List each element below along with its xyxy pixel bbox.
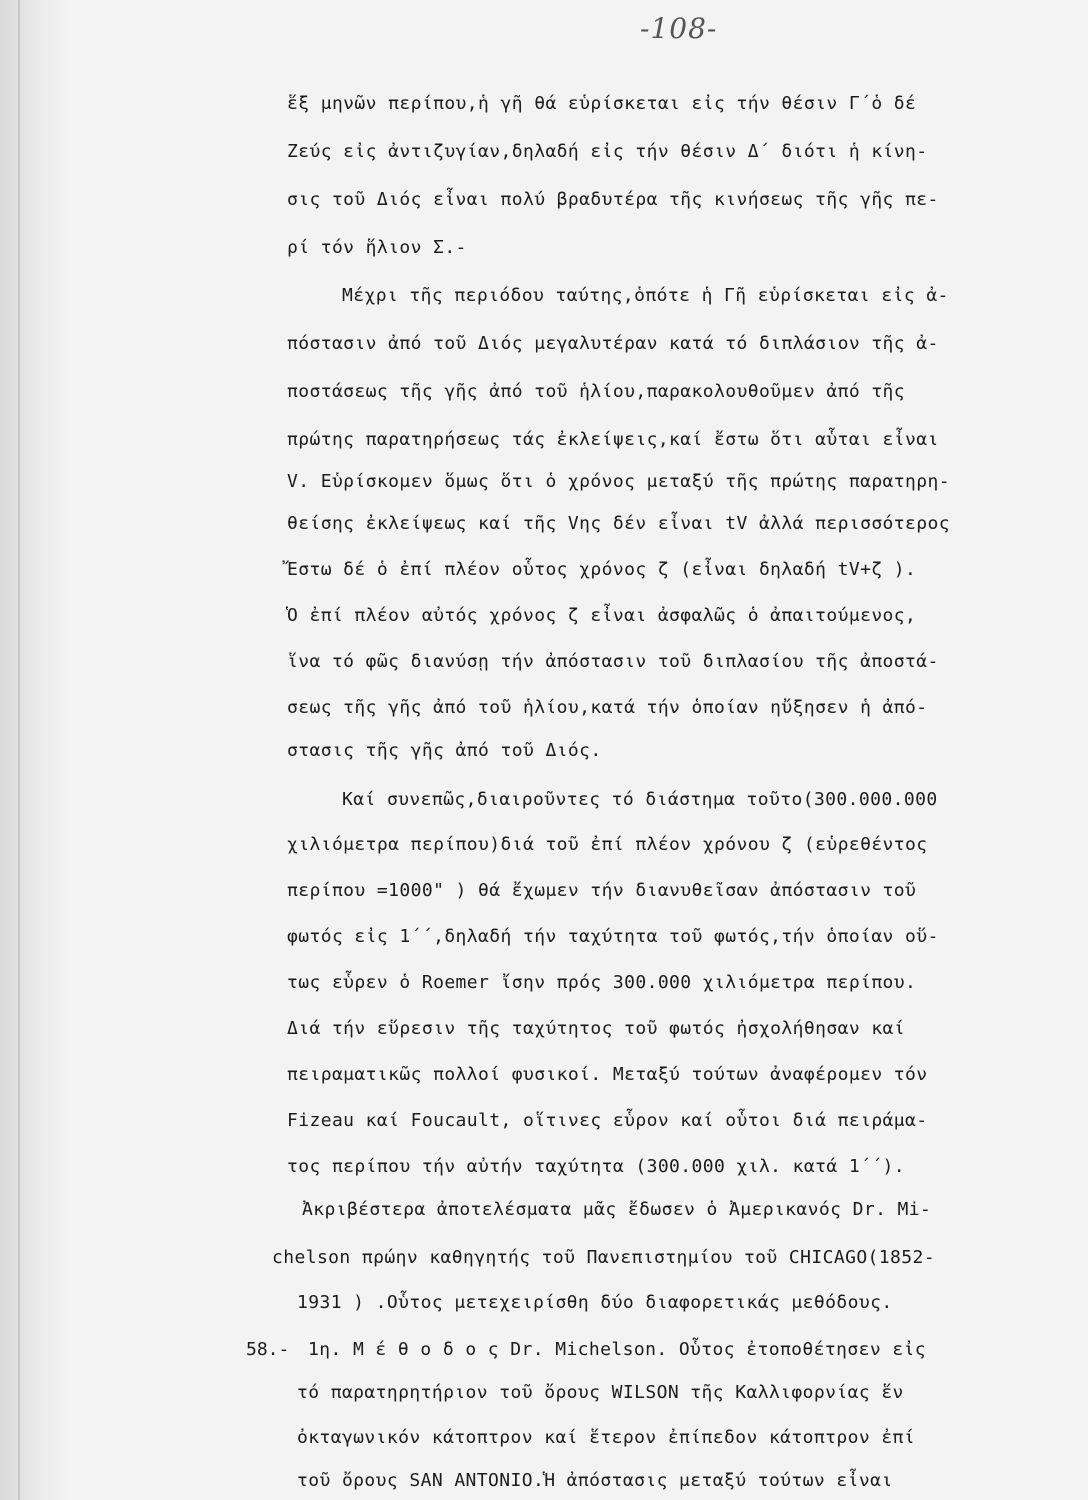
text-line: περίπου =1000" ) θά ἔχωμεν τήν διανυθεῖσαν ἀπόστασιν τοῦ bbox=[287, 880, 917, 901]
text-line: V. Εὑρίσκομεν ὅμως ὅτι ὁ χρόνος μεταξύ τῆς πρώτης παρατηρη- bbox=[287, 471, 950, 492]
text-line: τοῦ ὄρους SAN ANTONIO.Ἡ ἀπόστασις μεταξύ τούτων εἶναι bbox=[297, 1470, 893, 1491]
text-line: πρώτης παρατηρήσεως τάς ἐκλείψεις,καί ἔστω ὅτι αὗται εἶναι bbox=[287, 429, 939, 450]
page-number: -108- bbox=[640, 12, 718, 45]
text-line: Διά τήν εὕρεσιν τῆς ταχύτητος τοῦ φωτός ἠσχολήθησαν καί bbox=[287, 1018, 906, 1039]
text-line: 1931 ) .Οὗτος μετεχειρίσθη δύο διαφορετικάς μεθόδους. bbox=[297, 1292, 893, 1313]
text-line: Fizeau καί Foucault, οἵτινες εὗρον καί οὗτοι διά πειράμα- bbox=[287, 1110, 928, 1131]
text-line: ποστάσεως τῆς γῆς ἀπό τοῦ ἡλίου,παρακολουθοῦμεν ἀπό τῆς bbox=[287, 381, 906, 402]
text-line: χιλιόμετρα περίπου)διά τοῦ ἐπί πλέον χρόνου ζ (εὑρεθέντος bbox=[287, 834, 928, 855]
section-heading-line: 1η. Μ έ θ ο δ ο ς Dr. Michelson. Οὗτος ἐτοποθέτησεν εἰς bbox=[308, 1339, 927, 1360]
text-line: τό παρατηρητήριον τοῦ ὄρους WILSON τῆς Καλλιφορνίας ἕν bbox=[297, 1382, 904, 1403]
text-line: τος περίπου τήν αὐτήν ταχύτητα (300.000 χιλ. κατά 1΄΄). bbox=[287, 1156, 906, 1177]
text-line: Μέχρι τῆς περιόδου ταύτης,ὁπότε ἡ Γῆ εὑρίσκεται εἰς ἀ- bbox=[342, 285, 949, 306]
text-line: ὀκταγωνικόν κάτοπτρον καί ἕτερον ἐπίπεδον κάτοπτρον ἐπί bbox=[297, 1427, 916, 1448]
binding-margin-shadow bbox=[0, 0, 70, 1500]
text-line: chelson πρώην καθηγητής τοῦ Πανεπιστημίου τοῦ CHICAGO(1852- bbox=[272, 1247, 935, 1268]
text-line: Ζεύς εἰς ἀντιζυγίαν,δηλαδή εἰς τήν θέσιν Δ΄ διότι ἡ κίνη- bbox=[287, 141, 928, 162]
text-line: ἕξ μηνῶν περίπου,ἡ γῆ θά εὑρίσκεται εἰς τήν θέσιν Γ΄ὁ δέ bbox=[287, 93, 917, 114]
text-line: σις τοῦ Διός εἶναι πολύ βραδυτέρα τῆς κινήσεως τῆς γῆς πε- bbox=[287, 189, 939, 210]
section-number: 58.- bbox=[246, 1339, 290, 1360]
text-line: Ἀκριβέστερα ἀποτελέσματα μᾶς ἔδωσεν ὁ Ἀμερικανός Dr. Mi- bbox=[302, 1199, 932, 1220]
text-line: τως εὗρεν ὁ Roemer ἴσην πρός 300.000 χιλιόμετρα περίπου. bbox=[287, 972, 917, 993]
text-line: ἵνα τό φῶς διανύσῃ τήν ἀπόστασιν τοῦ διπλασίου τῆς ἀποστά- bbox=[287, 651, 939, 672]
text-line: σεως τῆς γῆς ἀπό τοῦ ἡλίου,κατά τήν ὁποίαν ηὔξησεν ἡ ἀπό- bbox=[287, 697, 928, 718]
text-line: φωτός εἰς 1΄΄,δηλαδή τήν ταχύτητα τοῦ φωτός,τήν ὁποίαν οὕ- bbox=[287, 926, 939, 947]
text-line: Ἔστω δέ ὁ ἐπί πλέον οὗτος χρόνος ζ (εἶναι δηλαδή tV+ζ ). bbox=[287, 559, 917, 580]
text-line: πειραματικῶς πολλοί φυσικοί. Μεταξύ τούτων ἀναφέρομεν τόν bbox=[287, 1064, 928, 1085]
text-line: θείσης ἐκλείψεως καί τῆς Vης δέν εἶναι tV ἀλλά περισσότερος bbox=[287, 513, 950, 534]
text-line: πόστασιν ἀπό τοῦ Διός μεγαλυτέραν κατά τό διπλάσιον τῆς ἀ- bbox=[287, 333, 939, 354]
text-line: Καί συνεπῶς,διαιροῦντες τό διάστημα τοῦτο(300.000.000 bbox=[342, 789, 938, 810]
text-line: ρί τόν ἥλιον Σ.- bbox=[287, 237, 467, 258]
text-line: Ὁ ἐπί πλέον αὐτός χρόνος ζ εἶναι ἀσφαλῶς ὁ ἀπαιτούμενος, bbox=[287, 605, 917, 626]
binding-margin-rule bbox=[18, 0, 20, 1500]
text-line: στασις τῆς γῆς ἀπό τοῦ Διός. bbox=[287, 740, 602, 761]
